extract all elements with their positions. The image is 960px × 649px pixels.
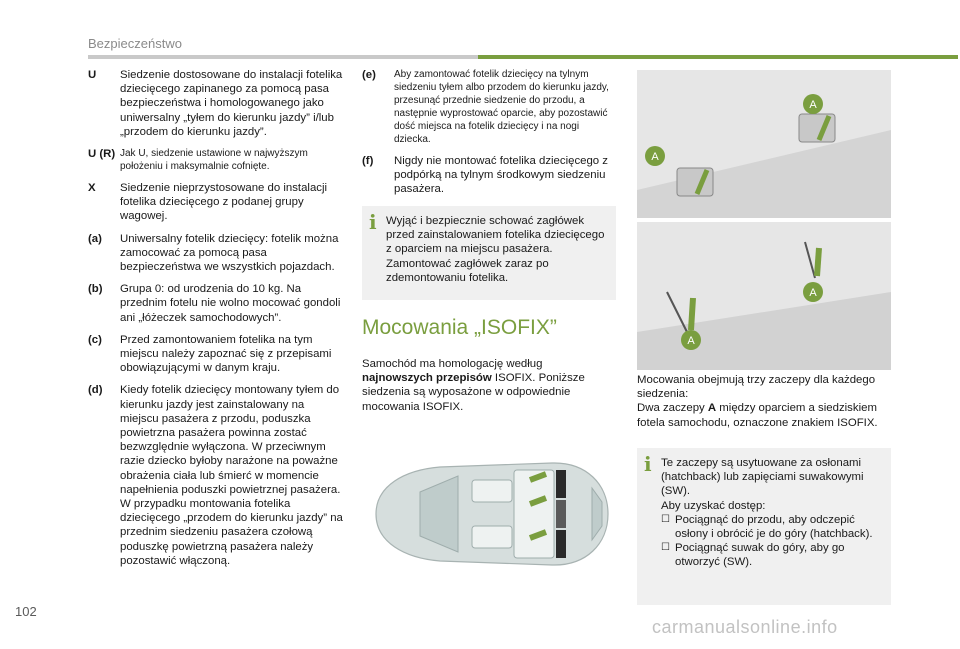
isofix-anchors-text (637, 373, 891, 430)
definition-term: (f) (362, 155, 374, 167)
section-header-bar (88, 55, 958, 59)
info-text: Te zaczepy są usytuowane za osłonami (hatchback) lub zapięciami suwakowymi (SW). (661, 457, 864, 498)
info-box-anchor-access (637, 448, 891, 605)
info-text: Wyjąć i bezpiecznie schować zagłówek przed zainstalowaniem fotelika dziecięcego z oparciem na miejscu pasażera. (386, 215, 605, 256)
definition-item (88, 232, 344, 275)
definition-item (88, 68, 344, 139)
definition-item (88, 383, 344, 568)
definition-term: (a) (88, 232, 102, 245)
definition-item (362, 154, 616, 197)
definition-desc: Grupa 0: od urodzenia do 10 kg. Na przednim fotelu nie wolno mocować gondoli ani „łóżeczek samochodowych”. (120, 283, 341, 324)
definition-term: (b) (88, 283, 103, 296)
info-text: Aby uzyskać dostęp: (661, 499, 766, 512)
bullet-text: Pociągnąć do przodu, aby odczepić osłony i obrócić je do góry (hatchback). (675, 513, 873, 541)
definition-desc: Siedzenie nieprzystosowane do instalacji fotelika dziecięcego z podanej grupy wagowej. (120, 182, 328, 223)
definitions-column-2 (362, 68, 616, 205)
isofix-anchors-bold: A (707, 402, 717, 415)
checkbox-bullet-icon: ☐ (661, 513, 670, 525)
definition-item (88, 282, 344, 325)
definition-term: U (R) (88, 148, 116, 161)
definition-term: (d) (88, 384, 103, 397)
car-top-view-illustration (362, 440, 616, 585)
bullet-item (661, 513, 883, 541)
anchor-label: A (809, 287, 817, 299)
checkbox-bullet-icon: ☐ (661, 542, 670, 554)
definition-item (88, 147, 344, 173)
info-text: Zamontować zagłówek zaraz po zdemontowaniu fotelika. (386, 257, 549, 284)
definition-term: (e) (362, 69, 376, 81)
page-number: 102 (15, 604, 37, 619)
info-box-headrest (362, 206, 616, 300)
isofix-intro-bold: najnowszych przepisów (362, 372, 492, 385)
section-header-title: Bezpieczeństwo (88, 36, 182, 51)
definition-item (88, 181, 344, 224)
info-icon: i (644, 452, 652, 476)
definition-desc: Siedzenie dostosowane do instalacji fotelika dziecięcego zapinanego za pomocą pasa bezpieczeństwa i homologowanego jako uniwersalny „tyłem do kierunku jazdy” i/lub „przodem do kierunku jazdy”. (120, 69, 343, 138)
definition-desc: Przed zamontowaniem fotelika na tym miejscu należy zapoznać się z przepisami obowiązującymi w danym kraju. (120, 333, 332, 375)
definition-desc: Uniwersalny fotelik dziecięcy: fotelik można zamocować za pomocą pasa bezpieczeństwa we wszystkich pojazdach. (120, 232, 339, 274)
definition-item (362, 68, 616, 146)
isofix-title: Mocowania „ISOFIX” (362, 316, 557, 339)
isofix-photo-sw (637, 222, 891, 370)
anchor-label: A (651, 151, 659, 163)
header-bar-grey (88, 55, 478, 59)
isofix-anchors-line (637, 401, 891, 429)
header-bar-green (478, 55, 958, 59)
definition-term: X (88, 182, 96, 195)
definition-desc: Nigdy nie montować fotelika dziecięcego z podpórką na tylnym środkowym siedzeniu pasażera. (394, 155, 609, 196)
info-icon: i (369, 210, 377, 234)
definition-desc: Aby zamontować fotelik dziecięcy na tylnym siedzeniu tyłem albo przodem do kierunku jazdy, przesunąć przednie siedzenie do przodu, a następnie wyprostować oparcie, aby pozostawić dość miejsca na fotelik dziecięcy i na nogi dziecka. (394, 69, 609, 145)
watermark: carmanualsonline.info (652, 617, 838, 637)
bullet-text: Pociągnąć suwak do góry, aby go otworzyć (SW). (675, 542, 845, 569)
anchor-label: A (687, 335, 695, 347)
bullet-item (661, 541, 883, 569)
isofix-anchors-text-part: Dwa zaczepy (637, 402, 708, 415)
definition-desc: Kiedy fotelik dziecięcy montowany tyłem do kierunku jazdy jest zainstalowany na miejscu pasażera z przodu, poduszka powietrzna pasażera powinna zostać bezwzględnie wyłączona. W przeciwnym razie dziecko byłoby narażone na poważne obrażenia ciała lub śmierć w momencie napełnienia poduszki powietrznej pasażera. W przypadku montowania fotelika dziecięcego „przodem do kierunku jazdy” na przednim siedzeniu pasażera czołową poduszkę powietrzną pasażera należy pozostawić włączoną. (120, 384, 343, 567)
definitions-column-1 (88, 68, 344, 576)
definition-term: (c) (88, 333, 102, 346)
isofix-anchors-line: Mocowania obejmują trzy zaczepy dla każdego siedzenia: (637, 374, 876, 401)
isofix-intro-text: ISOFIX. Poniższe siedzenia są wyposażone w odpowiednie mocowania ISOFIX. (362, 372, 585, 413)
isofix-photo-hatchback (637, 70, 891, 218)
definition-item (88, 333, 344, 376)
isofix-intro-text: Samochód ma homologację według (362, 358, 543, 370)
isofix-intro (362, 357, 616, 414)
definition-desc: Jak U, siedzenie ustawione w najwyższym położeniu i maksymalnie cofnięte. (120, 148, 308, 173)
isofix-anchors-text-part: między oparciem a siedziskiem fotela samochodu, oznaczone znakiem ISOFIX. (637, 402, 878, 429)
anchor-label: A (809, 99, 817, 111)
definition-term: U (88, 69, 97, 81)
